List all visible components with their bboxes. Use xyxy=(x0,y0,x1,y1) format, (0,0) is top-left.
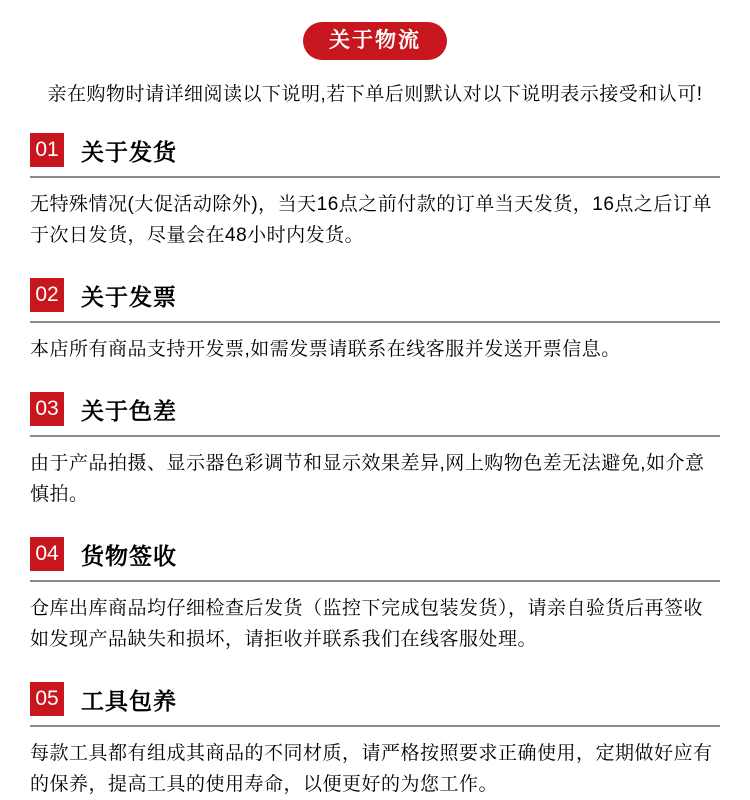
section-heading xyxy=(30,392,720,426)
intro-notice-text: 亲在购物时请详细阅读以下说明,若下单后则默认对以下说明表示接受和认可! xyxy=(47,84,703,105)
section-heading xyxy=(30,537,720,571)
section-title: 关于发票 xyxy=(81,283,177,310)
section-invoice xyxy=(30,278,720,365)
section-title: 工具包养 xyxy=(81,687,177,714)
section-divider xyxy=(30,580,720,582)
section-title: 关于色差 xyxy=(81,397,177,424)
section-tool-maintenance xyxy=(30,682,720,800)
section-heading xyxy=(30,278,720,312)
section-goods-receipt xyxy=(30,537,720,655)
section-body-text: 本店所有商品支持开发票,如需发票请联系在线客服并发送开票信息。 xyxy=(30,339,621,360)
section-title: 关于发货 xyxy=(81,138,177,165)
section-divider xyxy=(30,176,720,178)
section-number-badge: 05 xyxy=(30,682,64,716)
section-body-text: 无特殊情况(大促活动除外)，当天16点之前付款的订单当天发货，16点之后订单于次日发货，尽量会在48小时内发货。 xyxy=(30,194,712,246)
section-body-text: 由于产品拍摄、显示器色彩调节和显示效果差异,网上购物色差无法避免,如介意慎拍。 xyxy=(30,453,705,505)
section-divider xyxy=(30,321,720,323)
section-body-text: 每款工具都有组成其商品的不同材质，请严格按照要求正确使用，定期做好应有的保养，提高工具的使用寿命，以便更好的为您工作。 xyxy=(30,743,713,795)
section-body-text: 仓库出库商品均仔细检查后发货（监控下完成包装发货），请亲自验货后再签收如发现产品缺失和损坏，请拒收并联系我们在线客服处理。 xyxy=(30,598,704,650)
section-number-badge: 02 xyxy=(30,278,64,312)
logistics-header-badge: 关于物流 xyxy=(303,22,447,60)
section-divider xyxy=(30,435,720,437)
section-number-badge: 03 xyxy=(30,392,64,426)
section-number-badge: 01 xyxy=(30,133,64,167)
section-heading xyxy=(30,133,720,167)
section-shipping xyxy=(30,133,720,251)
section-heading xyxy=(30,682,720,716)
header xyxy=(30,22,720,60)
section-color-difference xyxy=(30,392,720,510)
section-number-badge: 04 xyxy=(30,537,64,571)
section-divider xyxy=(30,725,720,727)
section-title: 货物签收 xyxy=(81,542,177,569)
